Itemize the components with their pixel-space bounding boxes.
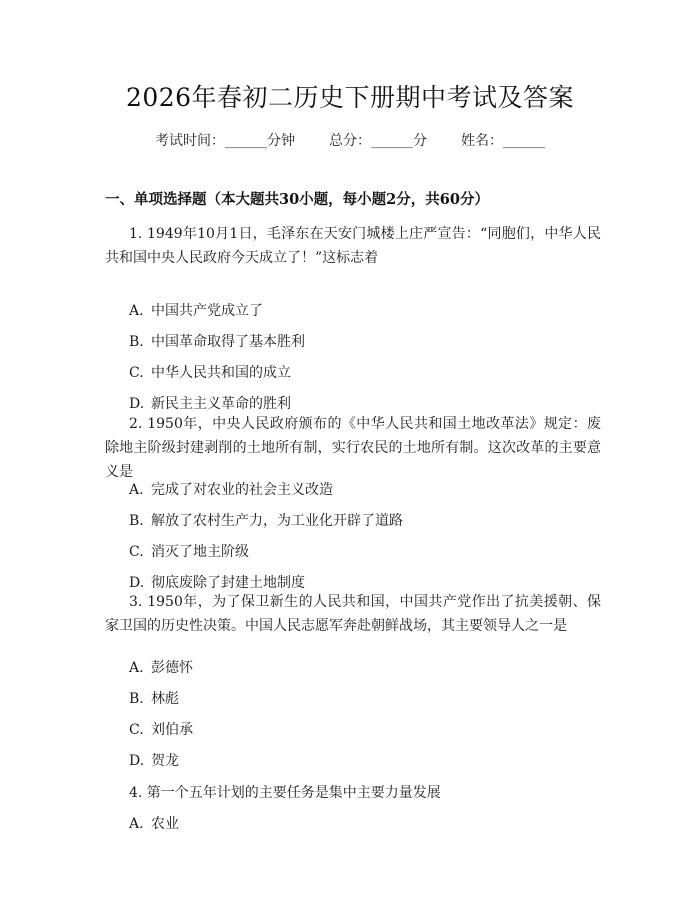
option-letter: C. — [129, 544, 144, 560]
option-text: 刘伯承 — [151, 722, 193, 738]
option-text: 贺龙 — [151, 753, 179, 769]
option-letter: A. — [129, 816, 144, 832]
answer-option — [129, 689, 179, 709]
answer-option — [129, 394, 291, 414]
option-letter: B. — [129, 691, 144, 707]
page-title: 2026年春初二历史下册期中考试及答案 — [125, 83, 575, 112]
question-stem: 2. 1950年，中央人民政府颁布的《中华人民共和国土地改革法》规定：废除地主阶级封建剥削的土地所有制，实行农民的土地所有制。这次改革的主要意义是 — [105, 416, 601, 480]
option-text: 新民主主义革命的胜利 — [151, 396, 291, 412]
option-text: 解放了农村生产力，为工业化开辟了道路 — [151, 513, 403, 529]
option-text: 林彪 — [151, 691, 179, 707]
answer-option — [129, 658, 193, 678]
answer-option — [129, 301, 263, 321]
option-text: 完成了对农业的社会主义改造 — [151, 482, 333, 498]
answer-option — [129, 363, 291, 383]
option-letter: A. — [129, 660, 144, 676]
option-text: 农业 — [151, 816, 179, 832]
answer-option — [129, 751, 179, 771]
option-text: 中国共产党成立了 — [151, 303, 263, 319]
answer-option — [129, 332, 305, 352]
answer-option — [129, 542, 249, 562]
option-text: 彭德怀 — [151, 660, 193, 676]
question-stem: 4. 第一个五年计划的主要任务是集中主要力量发展 — [129, 785, 441, 801]
exam-time-field: 考试时间：______分钟 — [155, 133, 295, 149]
student-name-field: 姓名：______ — [461, 133, 545, 149]
answer-option — [129, 511, 403, 531]
option-text: 中华人民共和国的成立 — [151, 365, 291, 381]
question-stem: 3. 1950年，为了保卫新生的人民共和国，中国共产党作出了抗美援朝、保家卫国的历史性决策。中国人民志愿军奔赴朝鲜战场，其主要领导人之一是 — [105, 594, 601, 634]
option-letter: B. — [129, 334, 144, 350]
section-heading: 一、单项选择题（本大题共30小题，每小题2分，共60分） — [105, 191, 489, 208]
option-letter: D. — [129, 575, 145, 591]
option-letter: C. — [129, 365, 144, 381]
answer-option — [129, 720, 193, 740]
option-letter: C. — [129, 722, 144, 738]
option-text: 中国革命取得了基本胜利 — [151, 334, 305, 350]
option-letter: D. — [129, 753, 145, 769]
option-letter: D. — [129, 396, 145, 412]
answer-option — [129, 814, 179, 834]
option-letter: B. — [129, 513, 144, 529]
question-stem: 1. 1949年10月1日，毛泽东在天安门城楼上庄严宣告：“同胞们，中华人民共和国中央人民政府今天成立了！”这标志着 — [105, 226, 601, 266]
answer-option — [129, 480, 333, 500]
total-score-field: 总分：______分 — [329, 133, 427, 149]
option-text: 消灭了地主阶级 — [151, 544, 249, 560]
option-letter: A. — [129, 303, 144, 319]
option-text: 彻底废除了封建土地制度 — [151, 575, 305, 591]
option-letter: A. — [129, 482, 144, 498]
exam-meta-line — [0, 131, 700, 151]
